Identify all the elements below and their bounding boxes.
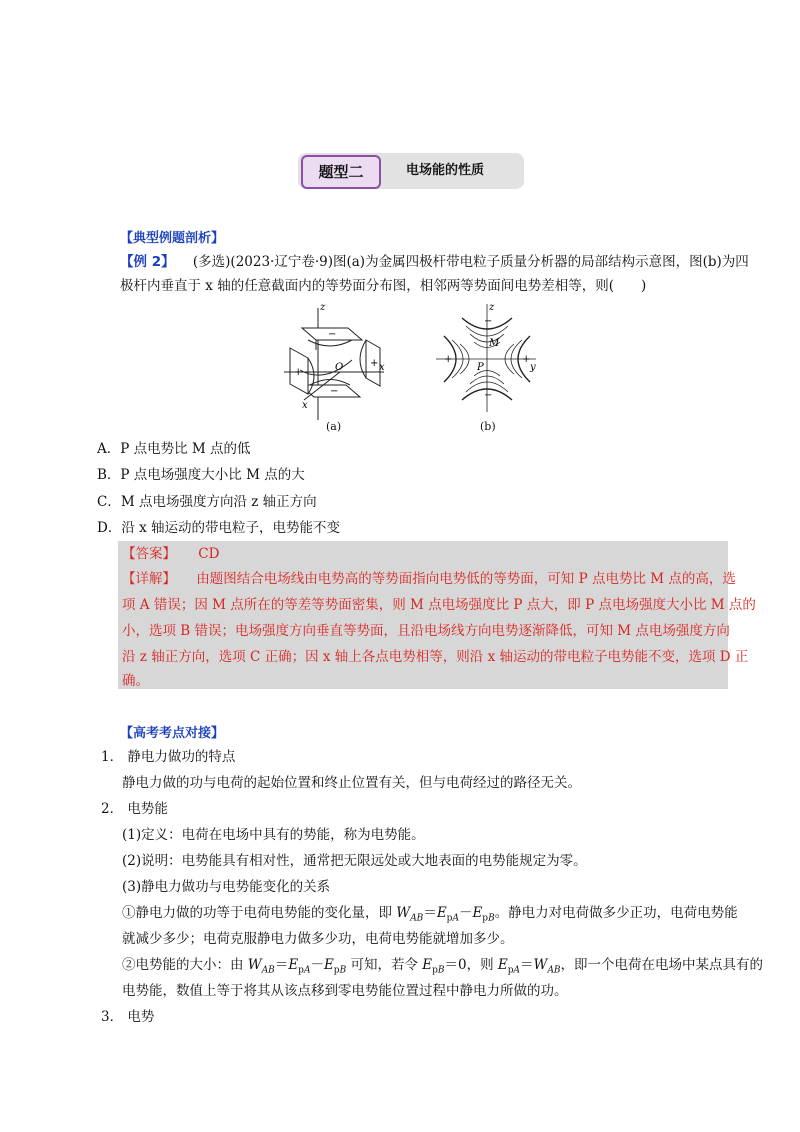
option-c: C．M 点电场强度方向沿 z 轴正方向 xyxy=(97,494,317,510)
label-minus-bottom-b: − xyxy=(484,390,493,401)
point-3-title: 电势 xyxy=(127,1009,155,1025)
label-o-a: O xyxy=(335,362,344,373)
formula-4: $E_{pA}=W_{AB}$ xyxy=(497,957,561,976)
label-minus-bottom-a: − xyxy=(330,386,339,397)
formula-1: $W_{AB}=E_{pA}-E_{pB}$ xyxy=(396,905,495,924)
detail-text-1: 由题图结合电场线由电势高的等势面指向电势低的等势面，可知 P 点电势比 M 点的高，选 xyxy=(196,571,736,587)
detail-line-2: 项 A 错误；因 M 点所在的等差等势面密集，则 M 点电场强度比 P 点大，即 P 点电场强度大小比 M 点的 xyxy=(122,597,756,613)
point-2-rule-2a xyxy=(122,956,763,980)
option-d: D．沿 x 轴运动的带电粒子，电势能不变 xyxy=(97,520,341,536)
answer-tag: 【答案】 xyxy=(122,546,176,562)
label-z-a: z xyxy=(320,302,326,313)
rule-1a-suffix: 。静电力对电荷做多少正功，电荷电势能 xyxy=(494,905,738,921)
option-b: B．P 点电场强度大小比 M 点的大 xyxy=(97,467,305,483)
label-p-b: P xyxy=(477,362,484,373)
point-2-number: 2． xyxy=(101,801,124,817)
rule-2a-suffix: ，即一个电荷在电场中某点具有的 xyxy=(560,957,764,973)
label-y-b: y xyxy=(530,362,536,373)
detail-line-1 xyxy=(122,570,736,588)
label-minus-top-b: − xyxy=(484,316,493,327)
point-2-definition: (1)定义：电荷在电场中具有的势能，称为电势能。 xyxy=(122,827,425,843)
detail-line-4: 沿 z 轴正方向，选项 C 正确；因 x 轴上各点电势相等，则沿 x 轴运动的带电粒子电势能不变，选项 D 正 xyxy=(122,649,749,665)
point-2-heading xyxy=(101,800,168,818)
caption-b: (b) xyxy=(480,420,496,433)
figure-a xyxy=(280,300,390,430)
answer-box xyxy=(118,541,728,689)
label-x-right-a: x xyxy=(379,362,385,373)
formula-3: $E_{pB}=0$ xyxy=(422,957,467,976)
label-plus-left-a: + xyxy=(294,367,303,378)
point-1-heading xyxy=(101,748,235,766)
rule-2a-mid2: ，则 xyxy=(466,957,498,973)
point-2-title: 电势能 xyxy=(127,801,168,817)
section-banner xyxy=(298,153,524,189)
point-2-note: (2)说明：电势能具有相对性，通常把无限远处或大地表面的电势能规定为零。 xyxy=(122,853,587,869)
label-x-a: x xyxy=(302,400,308,411)
example-text-1: (多选)(2023·辽宁卷·9)图(a)为金属四极杆带电粒子质量分析器的局部结构示意图，图(b)为四 xyxy=(192,254,749,270)
example-line-1 xyxy=(120,253,749,271)
example-tag: 【例 2】 xyxy=(120,254,175,270)
point-1-title: 静电力做功的特点 xyxy=(127,749,236,765)
label-m-b: M xyxy=(489,338,500,349)
section-heading-points: 【高考考点对接】 xyxy=(120,726,225,741)
example-line-2: 极杆内垂直于 x 轴的任意截面内的等势面分布图，相邻两等势面间电势差相等，则( ) xyxy=(120,278,647,294)
point-2-relation: (3)静电力做功与电势能变化的关系 xyxy=(122,879,331,895)
point-1-text: 静电力做的功与电荷的起始位置和终止位置有关，但与电荷经过的路径无关。 xyxy=(122,775,581,791)
rule-2a-prefix: ②电势能的大小：由 xyxy=(122,957,248,973)
point-2-rule-2b: 电势能，数值上等于将其从该点移到零电势能位置过程中静电力所做的功。 xyxy=(122,983,568,999)
caption-a: (a) xyxy=(326,420,342,433)
label-plus-left-b: + xyxy=(444,354,453,365)
answer-line xyxy=(122,545,219,563)
detail-tag: 【详解】 xyxy=(122,571,176,587)
formula-2: $W_{AB}=E_{pA}-E_{pB}$ xyxy=(247,957,347,976)
rule-1a-prefix: ①静电力做的功等于电荷电势能的变化量，即 xyxy=(122,905,397,921)
label-plus-right-b: + xyxy=(522,354,531,365)
figure-b xyxy=(432,300,542,415)
point-3-heading xyxy=(101,1008,154,1026)
label-z-b: z xyxy=(489,302,495,313)
label-minus-top-a: − xyxy=(328,329,337,340)
rule-2a-mid: 可知，若令 xyxy=(346,957,423,973)
point-3-number: 3． xyxy=(101,1009,124,1025)
detail-line-3: 小，选项 B 错误；电场强度方向垂直等势面，且沿电场线方向电势逐渐降低，可知 M 点电场强度方向 xyxy=(122,623,730,639)
point-1-number: 1． xyxy=(101,749,124,765)
section-heading-examples: 【典型例题剖析】 xyxy=(120,231,225,246)
point-2-rule-1a xyxy=(122,904,738,928)
label-plus-right-a: + xyxy=(370,358,379,369)
banner-title: 电场能的性质 xyxy=(406,163,485,178)
point-2-rule-1b: 就减少多少；电荷克服静电力做多少功，电荷电势能就增加多少。 xyxy=(122,931,514,947)
banner-tag: 题型二 xyxy=(301,155,381,189)
detail-line-5: 确。 xyxy=(122,673,149,689)
option-a: A．P 点电势比 M 点的低 xyxy=(97,441,251,457)
answer-value: CD xyxy=(198,546,220,562)
